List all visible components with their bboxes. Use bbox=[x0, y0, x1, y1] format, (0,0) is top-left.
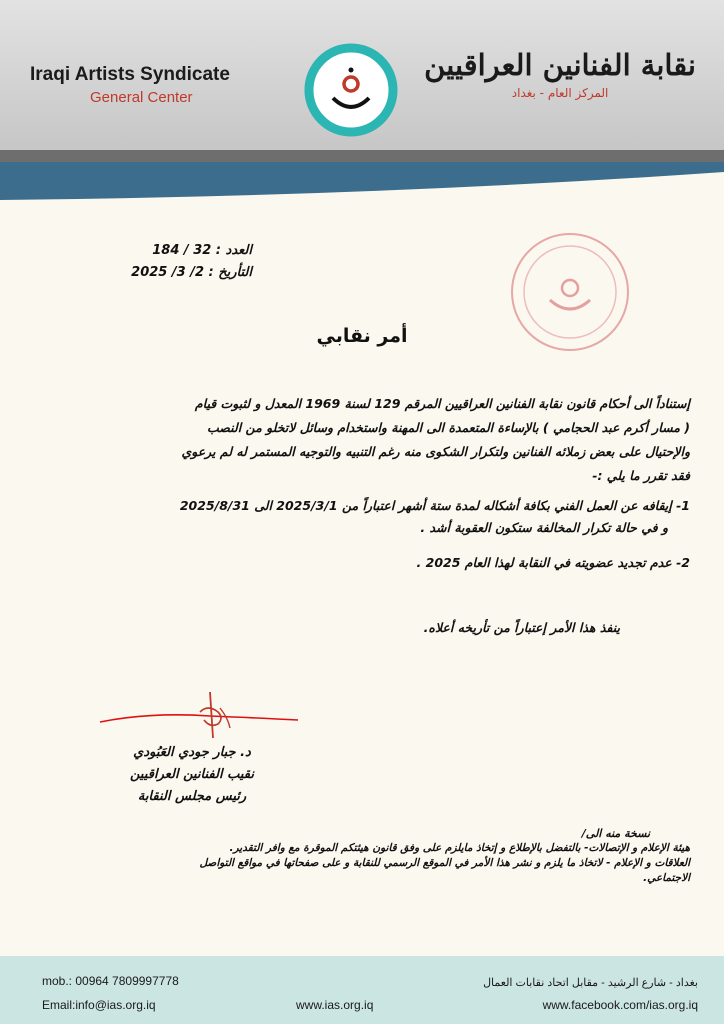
english-logo bbox=[30, 64, 230, 106]
english-title: Iraqi Artists Syndicate bbox=[30, 64, 230, 85]
copies-block bbox=[50, 826, 690, 886]
body-paragraph bbox=[70, 392, 690, 488]
signer-role-2: رئيس مجلس النقابة bbox=[137, 789, 247, 804]
decision-item-1-line-1: 1- إيقافه عن العمل الفني بكافة أشكاله لمدة ستة أشهر اعتباراً من 2025/3/1 الى 2025/8/31 bbox=[179, 498, 690, 513]
footer-bar bbox=[0, 956, 724, 1024]
copies-line: العلاقات و الإعلام - لاتخاذ ما يلزم و نشر هذا الأمر في الموقع الرسمي للنقابة و على صفحاتها في مواقع التواصل bbox=[199, 857, 690, 869]
english-subtitle: General Center bbox=[90, 89, 193, 106]
footer-email[interactable]: Email:info@ias.org.iq bbox=[42, 998, 156, 1012]
reference-number: العدد : 32 / 184 bbox=[152, 243, 252, 258]
paragraph-line: والإحتيال على بعض زملائه الفنانين ولتكرار الشكوى منه رغم التنبيه والتوجيه المستمر له لم يرعوي bbox=[181, 444, 690, 459]
arabic-title: نقابة الفنانين العراقيين bbox=[424, 48, 696, 82]
reference-date: التأريخ : 2/ 3/ 2025 bbox=[131, 265, 252, 280]
decision-item-1 bbox=[70, 495, 690, 539]
footer-address: بغداد - شارع الرشيد - مقابل اتحاد نقابات العمال bbox=[483, 977, 698, 989]
footer-facebook[interactable]: www.facebook.com/ias.org.iq bbox=[542, 998, 698, 1012]
letterhead bbox=[0, 0, 724, 230]
signer-role-1: نقيب الفنانين العراقيين bbox=[130, 767, 254, 782]
footer-website[interactable]: www.ias.org.iq bbox=[296, 998, 374, 1012]
decision-item-1-line-2: و في حالة تكرار المخالفة ستكون العقوبة أشد . bbox=[420, 520, 668, 535]
copies-line: الاجتماعي. bbox=[643, 872, 690, 884]
signer-name: د. جبار جودي العَبُودي bbox=[133, 745, 251, 760]
footer-mobile: mob.: 00964 7809997778 bbox=[42, 974, 179, 988]
paragraph-line: فقد تقرر ما يلي :- bbox=[592, 468, 690, 483]
copies-line: هيئة الإعلام و الإتصالات- بالتفضل بالإطلاع و إتخاذ مايلزم على وفق قانون هيئتكم الموقرة مع وافر التقدير. bbox=[229, 842, 690, 854]
arabic-subtitle: المركز العام - بغداد bbox=[511, 86, 609, 100]
arabic-logo bbox=[424, 48, 696, 100]
document-title: أمر نقابي bbox=[316, 325, 408, 347]
copies-label: نسخة منه الى/ bbox=[581, 827, 650, 840]
signer-block bbox=[130, 742, 254, 808]
execution-note: ينفذ هذا الأمر إعتباراً من تأريخه أعلاه. bbox=[423, 620, 620, 635]
syndicate-seal-icon bbox=[303, 42, 399, 138]
paragraph-line: إستناداً الى أحكام قانون نقابة الفنانين العراقيين المرقم 129 لسنة 1969 المعدل و لثبوت قيام bbox=[194, 396, 690, 411]
decision-item-2: 2- عدم تجديد عضويته في النقابة لهذا العام 2025 . bbox=[416, 555, 690, 570]
reference-block bbox=[131, 240, 252, 284]
paragraph-line: ( مسار أكرم عبد الحجامي ) بالإساءة المتعمدة الى المهنة واستخدام وسائل لاتخلو من النصب bbox=[207, 420, 690, 435]
